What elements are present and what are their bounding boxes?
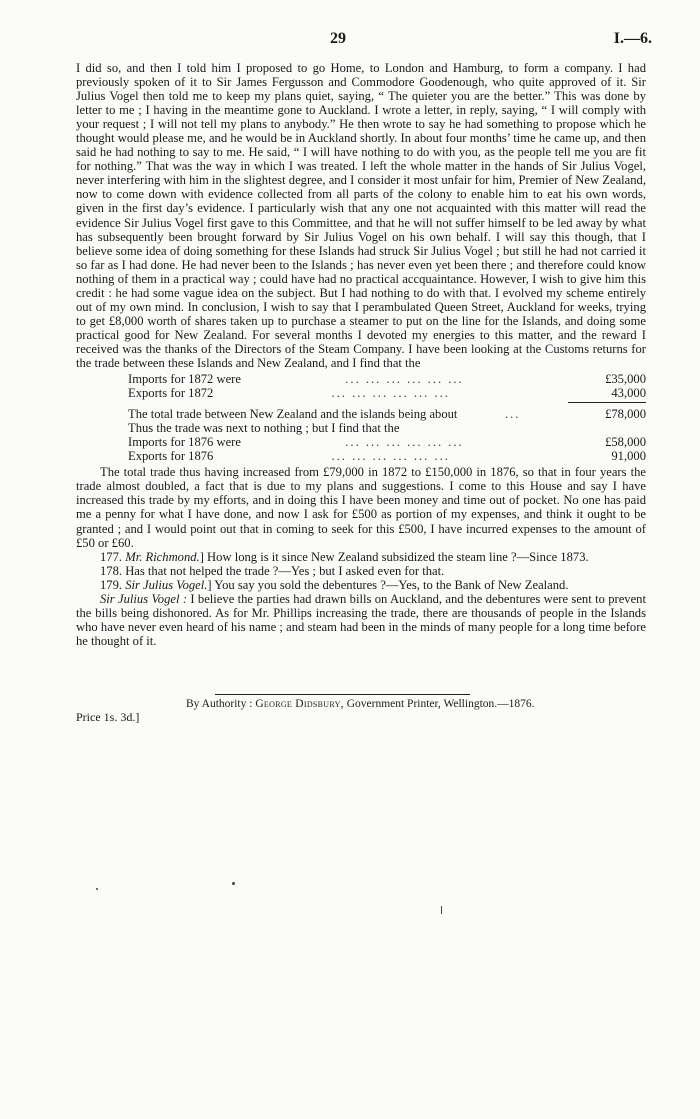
trade-table — [128, 372, 646, 463]
question-text: ] You say you sold the debentures ?—Yes, to the Bank of New Zealand. — [207, 577, 569, 592]
question-number: 178. — [100, 563, 123, 578]
speaker-name: Sir Julius Vogel : — [100, 591, 188, 606]
question-text: Has that not helped the trade ?—Yes ; but I asked even for that. — [125, 563, 445, 578]
row-amount: £35,000 — [605, 372, 646, 387]
leader-dots: ... — [504, 407, 521, 422]
question-text: ] How long is it since New Zealand subsidized the steam line ?—Since 1873. — [199, 549, 589, 564]
scan-speck — [96, 888, 98, 890]
imprint-suffix: Government Printer, Wellington.—1876. — [343, 698, 535, 710]
reply-text: I believe the parties had drawn bills on Auckland, and the debentures were sent to prevent the bills being dishonored. As for Mr. Phillips increasing the trade, there are thousands of people in the Islands who have never even heard of his name ; and steam had been in the minds of many people for a long time before he thought of it. — [76, 591, 646, 648]
scan-speck — [441, 906, 442, 914]
table-note: Thus the trade was next to nothing ; but I find that the — [128, 421, 400, 436]
speaker-name: Sir Julius Vogel. — [125, 577, 208, 592]
row-amount: 91,000 — [611, 449, 646, 464]
scan-speck — [232, 882, 235, 885]
paragraph-testimony: I did so, and then I told him I proposed to go Home, to London and Hamburg, to form a company. I had previously spoken of it to Sir James Fergusson and Commodore Goodenough, who quite approved of it. Sir Julius Vogel then told me to keep my plans quiet, saying, “ The quieter you are the better.” This was done by letter to me ; I having in the meantime gone to Auckland. I wrote a letter, in reply, saying, “ I will comply with your request ; I will not tell my plans to anybody.” He then wrote to say he had something to propose which he thought would please me, and he would be in Auckland shortly. In about four months’ time he came up, and then said he had nothing to say to me. He said, “ I will have nothing to do with you, as the people tell me you are fit for nothing.” That was the way in which I was treated. I left the whole matter in the hands of Sir Julius Vogel, never interfering with him in the slightest degree, and I consider it most unfair for him, Premier of New Zealand, now to come down with evidence collected from all parts of the colony to enable him to eat his own words, given in the first day’s evidence. I particularly wish that any one not acquainted with this matter will read the evidence Sir Julius Vogel first gave to this Committee, and that he will not suffer himself to be led away by what has subsequently been brought forward by Sir Julius Vogel on his own behalf. I will say this though, that I believe some idea of doing something for these Islands had struck Sir Julius Vogel ; but still he had not carried it so far as I had done. He had never been to the Islands ; has never even yet been there ; and therefore could know nothing of them in a practical way ; could have had no practical accquaintance. However, I wish to give him this credit : he had some vague idea on the subject. But I had nothing to do with that. I evolved my scheme entirely out of my own mind. In conclusion, I wish to say that I perambulated Queen Street, Auckland for weeks, trying to get £8,000 worth of shares taken up to purchase a steamer to put on the line for the Islands, and doing some practical good for New Zealand. For several months I devoted my energies to this matter, and the reward I received was the thanks of the Directors of the Steam Company. I have been looking at the Customs returns for the trade between these Islands and New Zealand, and I find that the — [76, 61, 646, 370]
row-label: Imports for 1872 were — [128, 372, 241, 387]
table-row-total — [128, 407, 646, 421]
leader-dots: ... ... ... ... ... ... — [331, 449, 450, 464]
row-amount: £78,000 — [605, 407, 646, 422]
question-number: 177. — [100, 549, 123, 564]
row-label: Imports for 1876 were — [128, 435, 241, 450]
table-row-imports-1872 — [128, 372, 646, 386]
leader-dots: ... ... ... ... ... ... — [345, 435, 464, 450]
document-reference: I.—6. — [613, 30, 652, 47]
row-label: Exports for 1872 — [128, 386, 214, 401]
row-label: The total trade between New Zealand and the islands being about — [128, 407, 458, 422]
leader-dots: ... ... ... ... ... ... — [345, 372, 464, 387]
printer-imprint — [186, 698, 535, 710]
table-row-imports-1876 — [128, 435, 646, 449]
printer-name: George Didsbury, — [255, 698, 344, 710]
row-amount: 43,000 — [611, 386, 646, 401]
reply-vogel — [76, 592, 646, 648]
speaker-name: Mr. Richmond. — [125, 549, 200, 564]
imprint-rule — [215, 694, 470, 695]
question-179 — [76, 578, 646, 592]
page-header — [0, 30, 700, 50]
question-178 — [76, 564, 646, 578]
paragraph-trade-summary: The total trade thus having increased from £79,000 in 1872 to £150,000 in 1876, so that in four years the trade almost doubled, a fact that is due to my plans and suggestions. I come to this House and say I have increased this trade by my efforts, and in doing this I have been money and time out of pocket. No one has paid me a penny for what I have done, and now I ask for £500 as portion of my expenses, and think it ought to be granted ; and I would point out that in coming to seek for this £500, I have incurred expenses to the amount of £50 or £60. — [76, 465, 646, 550]
question-177 — [76, 550, 646, 564]
row-label: Exports for 1876 — [128, 449, 214, 464]
table-row-exports-1872 — [128, 386, 646, 400]
price-note: Price 1s. 3d.] — [76, 710, 140, 724]
page-number: 29 — [330, 30, 346, 47]
body-text — [76, 61, 646, 648]
row-amount: £58,000 — [605, 435, 646, 450]
table-row-exports-1876 — [128, 449, 646, 463]
leader-dots: ... ... ... ... ... ... — [331, 386, 450, 401]
imprint-prefix: By Authority : — [186, 698, 253, 710]
question-number: 179. — [100, 577, 123, 592]
